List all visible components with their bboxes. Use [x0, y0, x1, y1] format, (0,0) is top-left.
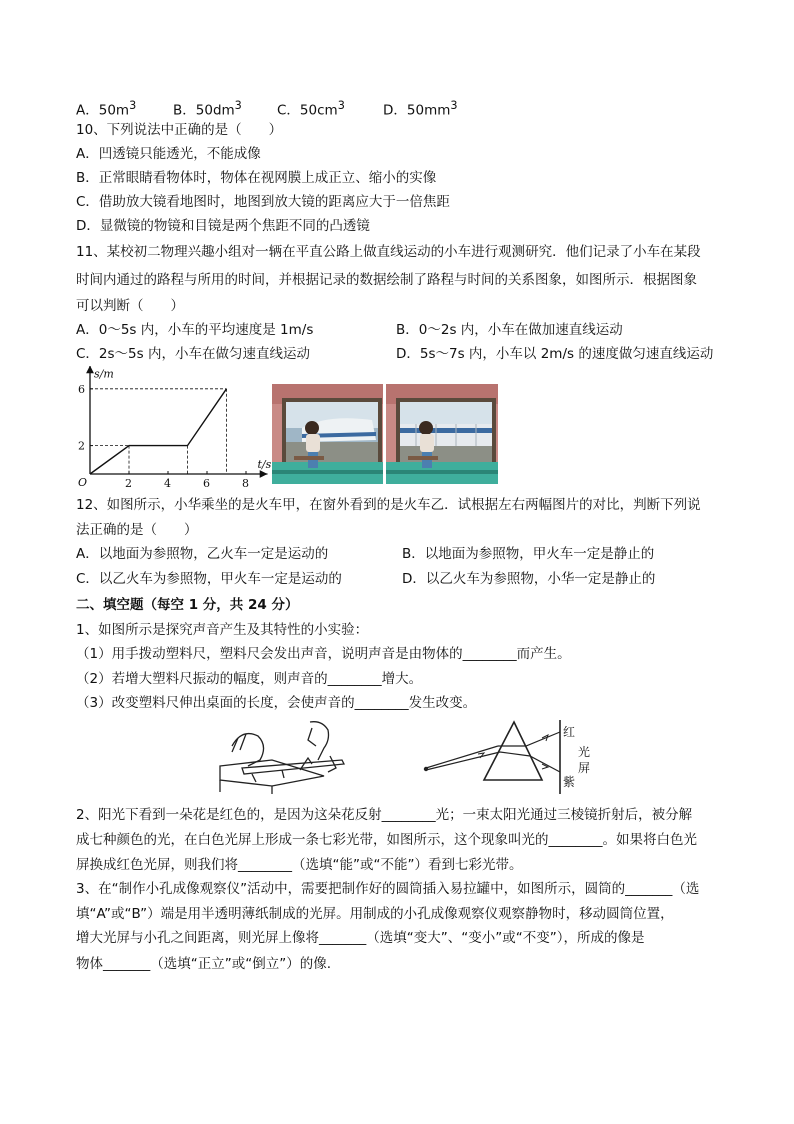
- q12-option-d: D．以乙火车为参照物，小华一定是静止的: [402, 571, 656, 587]
- x-tick-label: 8: [242, 477, 249, 488]
- q9-option-a: A．$50m^3$: [76, 99, 137, 119]
- q11-option-b: B．0～2s 内，小车在做加速直线运动: [396, 322, 623, 338]
- x-axis-label: t/s: [257, 458, 272, 471]
- fill2-line-2: 成七种颜色的光，在白色光屏上形成一条七彩光带，如图所示，这个现象叫光的________。如果将白色光: [76, 832, 697, 848]
- fill1-line-1: （1）用手拨动塑料尺，塑料尺会发出声音，说明声音是由物体的________而产生。: [76, 646, 571, 662]
- q10-stem: 10、下列说法中正确的是（ ）: [76, 122, 283, 138]
- q10-option-d: D．显微镜的物镜和目镜是两个焦距不同的凸透镜: [76, 218, 370, 234]
- q11-stem-line-3: 可以判断（ ）: [76, 298, 184, 314]
- q11-option-c: C．2s～5s 内，小车在做匀速直线运动: [76, 346, 310, 362]
- fill3-line-4: 物体_______（选填“正立”或“倒立”）的像.: [76, 956, 332, 972]
- q12-option-a: A．以地面为参照物，乙火车一定是运动的: [76, 546, 329, 562]
- x-tick-label: 6: [203, 477, 210, 488]
- q11-stem-line-1: 11、某校初二物理兴趣小组对一辆在平直公路上做直线运动的小车进行观测研究．他们记录了小车在某段: [76, 244, 701, 260]
- y-axis-label: s/m: [94, 367, 114, 381]
- train-photo-right: [386, 384, 498, 484]
- q9-option-c: C．$50cm^3$: [277, 99, 345, 119]
- ruler-experiment-sketch: [212, 716, 352, 796]
- distance-time-graph: [70, 366, 275, 488]
- section-2-title: 二、填空题（每空 1 分，共 24 分）: [76, 597, 299, 613]
- series-line: [90, 389, 227, 474]
- q10-option-a: A．凹透镜只能透光，不能成像: [76, 146, 261, 162]
- q9-option-d: D．$50mm^3$: [383, 99, 458, 119]
- q9-option-b: B．$50dm^3$: [173, 99, 242, 119]
- fill3-line-2: 填“A”或“B”）端是用半透明薄纸制成的光屏。用制成的小孔成像观察仪观察静物时，移动圆筒位置，: [76, 906, 674, 922]
- prism-label-purple: 紫: [563, 775, 576, 789]
- fill3-line-3: 增大光屏与小孔之间距离，则光屏上像将_______（选填“变大”、“变小”或“不变”），所成的像是: [76, 930, 645, 946]
- fill1-line-2: （2）若增大塑料尺振动的幅度，则声音的________增大。: [76, 671, 423, 687]
- fill1-line-3: （3）改变塑料尺伸出桌面的长度，会使声音的________发生改变。: [76, 695, 477, 711]
- prism-dispersion-diagram: [418, 716, 598, 796]
- origin-label: O: [78, 476, 88, 488]
- y-tick-label: 6: [78, 382, 85, 396]
- fill1-stem: 1、如图所示是探究声音产生及其特性的小实验：: [76, 622, 369, 638]
- q12-stem-line-2: 法正确的是（ ）: [76, 522, 198, 538]
- fill2-line-1: 2、阳光下看到一朵花是红色的，是因为这朵花反射________光；一束太阳光通过三棱镜折射后，被分解: [76, 807, 693, 823]
- q10-option-c: C．借助放大镜看地图时，地图到放大镜的距离应大于一倍焦距: [76, 194, 450, 210]
- q11-stem-line-2: 时间内通过的路程与所用的时间，并根据记录的数据绘制了路程与时间的关系图象，如图所示．根据图象: [76, 272, 697, 288]
- q11-option-d: D．5s～7s 内，小车以 2m/s 的速度做匀速直线运动: [396, 346, 714, 362]
- q12-option-b: B．以地面为参照物，甲火车一定是静止的: [402, 546, 655, 562]
- q10-option-b: B．正常眼睛看物体时，物体在视网膜上成正立、缩小的实像: [76, 170, 437, 186]
- y-tick-label: 2: [78, 439, 85, 453]
- fill2-line-3: 屏换成红色光屏，则我们将________（选填“能”或“不能”）看到七彩光带。: [76, 857, 523, 873]
- prism-label-red: 红: [563, 725, 576, 739]
- q12-option-c: C．以乙火车为参照物，甲火车一定是运动的: [76, 571, 342, 587]
- prism-label-screen-1: 光: [578, 745, 591, 759]
- x-tick-label: 4: [164, 477, 171, 488]
- prism-label-screen-2: 屏: [578, 761, 591, 775]
- q11-option-a: A．0～5s 内，小车的平均速度是 1m/s: [76, 322, 314, 338]
- train-photo-left: [272, 384, 383, 484]
- fill3-line-1: 3、在“制作小孔成像观察仪”活动中，需要把制作好的圆筒插入易拉罐中，如图所示，圆筒的_______（选: [76, 881, 700, 897]
- x-tick-label: 2: [125, 477, 132, 488]
- q12-stem-line-1: 12、如图所示，小华乘坐的是火车甲，在窗外看到的是火车乙．试根据左右两幅图片的对比，判断下列说: [76, 497, 701, 513]
